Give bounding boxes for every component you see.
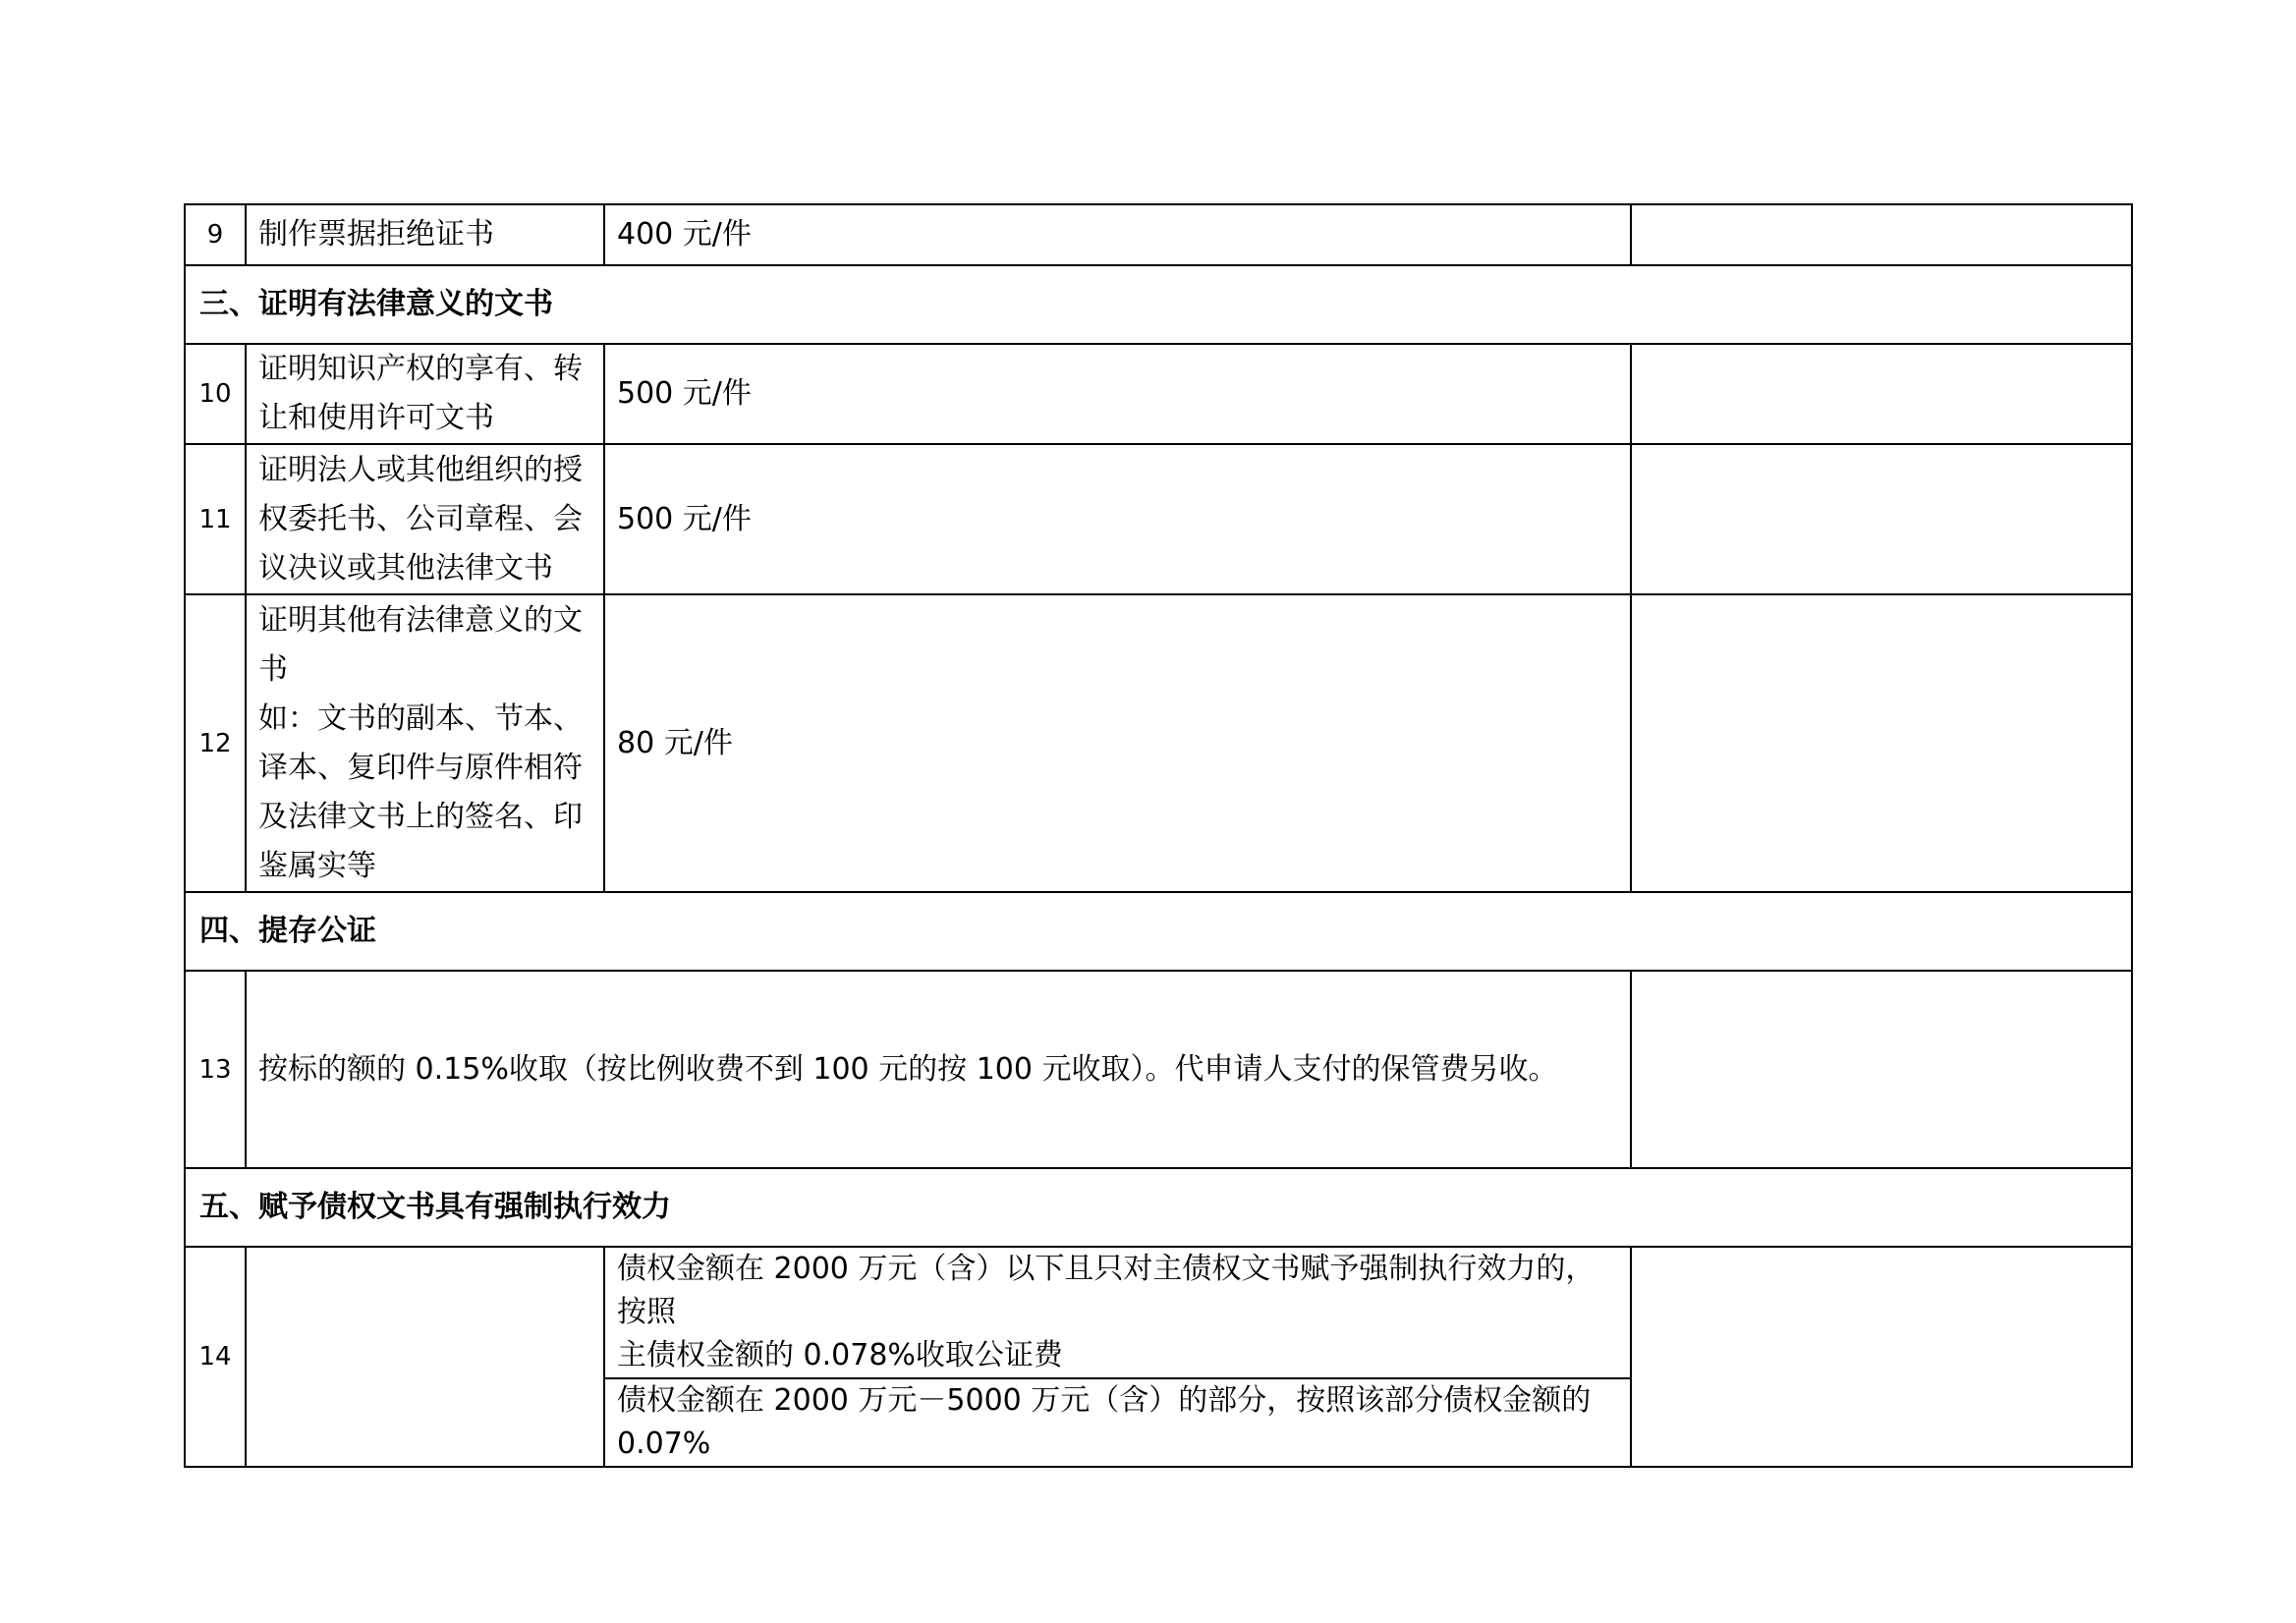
note-cell (1631, 971, 2132, 1168)
item-line: 证明法人或其他组织的授 (258, 452, 583, 487)
section-title: 四、提存公证 (185, 892, 2132, 971)
fee-standard: 债权金额在 2000 万元－5000 万元（含）的部分，按照该部分债权金额的 0.07% (604, 1378, 1631, 1467)
row-number: 14 (185, 1247, 246, 1467)
item-name (246, 344, 604, 444)
row-number: 11 (185, 444, 246, 594)
item-line: 如：文书的副本、节本、 (258, 700, 583, 736)
item-line: 译本、复印件与原件相符 (258, 750, 583, 785)
row-number: 9 (185, 204, 246, 265)
item-name (246, 1247, 604, 1467)
note-cell (1631, 1247, 2132, 1467)
section-header-row (185, 265, 2132, 344)
fee-standard: 500 元/件 (604, 444, 1631, 594)
fee-line: 债权金额在 2000 万元（含）以下且只对主债权文书赋予强制执行效力的，按照 (617, 1252, 1596, 1329)
note-cell (1631, 594, 2132, 892)
fee-line: 主债权金额的 0.078%收取公证费 (617, 1338, 1063, 1372)
note-cell (1631, 204, 2132, 265)
item-line: 鉴属实等 (258, 848, 376, 883)
table-row (185, 1247, 2132, 1378)
fee-standard: 80 元/件 (604, 594, 1631, 892)
row-number: 12 (185, 594, 246, 892)
item-line: 证明知识产权的享有、转 (258, 352, 583, 386)
table-row (185, 594, 2132, 892)
table-row (185, 344, 2132, 444)
section-title: 五、赋予债权文书具有强制执行效力 (185, 1168, 2132, 1247)
section-title: 三、证明有法律意义的文书 (185, 265, 2132, 344)
fee-standard (604, 1247, 1631, 1378)
row-number: 10 (185, 344, 246, 444)
notary-fee-table (184, 203, 2133, 1468)
note-cell (1631, 444, 2132, 594)
item-line: 证明其他有法律意义的文 (258, 602, 583, 638)
item-name (246, 594, 604, 892)
item-name: 制作票据拒绝证书 (246, 204, 604, 265)
item-line: 书 (258, 651, 288, 687)
section-header-row (185, 1168, 2132, 1247)
item-line: 及法律文书上的签名、印 (258, 799, 583, 834)
item-line: 让和使用许可文书 (258, 401, 494, 435)
row-number: 13 (185, 971, 246, 1168)
item-line: 权委托书、公司章程、会 (258, 501, 583, 536)
table-row (185, 444, 2132, 594)
fee-standard: 400 元/件 (604, 204, 1631, 265)
table-row (185, 204, 2132, 265)
fee-standard: 500 元/件 (604, 344, 1631, 444)
table-row (185, 971, 2132, 1168)
section-header-row (185, 892, 2132, 971)
fee-description: 按标的额的 0.15%收取（按比例收费不到 100 元的按 100 元收取）。代申请人支付的保管费另收。 (246, 971, 1631, 1168)
note-cell (1631, 344, 2132, 444)
item-name (246, 444, 604, 594)
item-line: 议决议或其他法律文书 (258, 550, 553, 586)
